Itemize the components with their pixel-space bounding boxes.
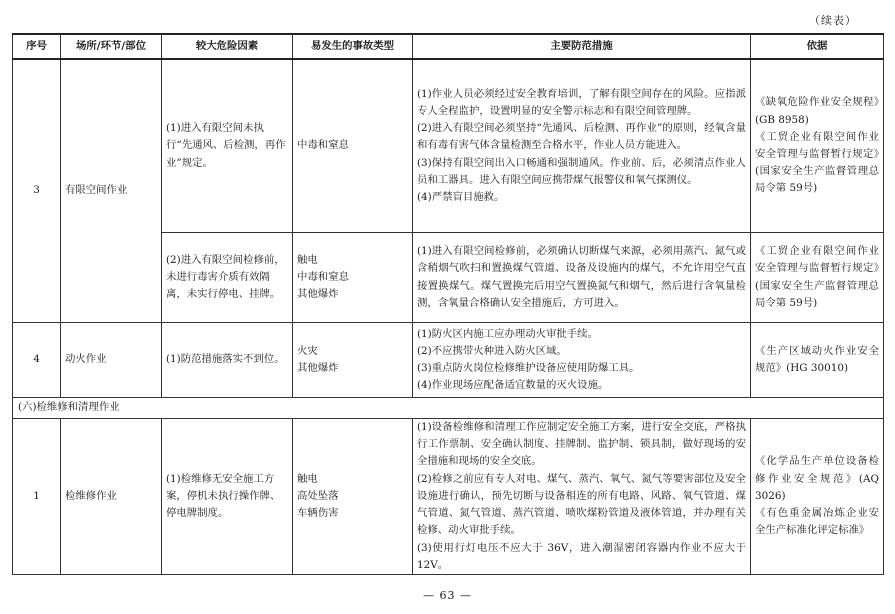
measure-item: (1)进入有限空间检修前，必须确认切断煤气来源，必须用蒸汽、氮气或含稍烟气吹扫和置换煤气管道、设备及设施内的煤气，不允许用空气直接置换煤气。煤气置换完后用空气置换氮气和烟气，然后进行含氧量检测，含氧量合格确认安全措施后，方可进入。 <box>417 245 746 309</box>
basis-item: 《化学品生产单位设备检修作业安全规范》(AQ 3026) <box>755 455 879 502</box>
table-header-row <box>13 34 884 59</box>
accident-types <box>293 59 413 233</box>
measure-item: (2)检修之前应有专人对电、煤气、蒸汽、氧气、氮气等要害部位及安全设施进行确认，预先切断与设备相连的所有电路、风路、氧气管道、煤气管道、氮气管道、蒸汽管道、喷吹煤粉管道及液体管道，并办理有关检修、动火审批手续。 <box>417 472 746 537</box>
measures-cell <box>413 323 751 398</box>
row-number: 4 <box>13 323 61 398</box>
measure-item: (1)防火区内施工应办理动火审批手续。 <box>417 327 598 340</box>
basis-item: 《生产区域动火作业安全规范》(HG 30010) <box>755 344 879 374</box>
accident-type: 车辆伤害 <box>297 507 339 520</box>
basis-item: 《缺氧危险作业安全规程》(GB 8958) <box>755 96 879 126</box>
measures-cell <box>413 419 751 575</box>
measure-item: (1)设备检维修和清理工作应制定安全施工方案，进行安全交底，严格执行工作票制、安全确认制度、挂牌制、监护制、锁具制，做好现场的安全措施和现场的安全交底。 <box>417 421 746 468</box>
measure-item: (2)不应携带火种进入防火区域。 <box>417 344 567 357</box>
hazard-table <box>12 33 884 575</box>
measure-item: (4)作业现场应配备适宜数量的灭火设施。 <box>417 379 609 392</box>
header-basis: 依据 <box>751 34 884 59</box>
accident-types <box>293 233 413 323</box>
header-measures: 主要防范措施 <box>413 34 751 59</box>
basis-cell <box>751 233 884 323</box>
measures-cell <box>413 59 751 233</box>
basis-cell <box>751 323 884 398</box>
row-number: 3 <box>13 59 61 323</box>
basis-cell <box>751 419 884 575</box>
accident-type: 中毒和窒息 <box>297 139 349 152</box>
basis-item: 《工贸企业有限空间作业安全管理与监督暂行规定》(国家安全生产监督管理总局令第 59号) <box>755 245 879 309</box>
accident-type: 其他爆炸 <box>297 362 339 374</box>
header-accident: 易发生的事故类型 <box>293 34 413 59</box>
page-number: — 63 — <box>423 589 472 602</box>
accident-type: 火灾 <box>297 344 318 357</box>
basis-cell <box>751 59 884 233</box>
risk-factor: (1)防范措施落实不到位。 <box>162 323 293 398</box>
row-place: 检维修作业 <box>61 419 162 575</box>
risk-factor: (1)检维修无安全施工方案，停机未执行操作牌、停电牌制度。 <box>162 419 293 575</box>
measure-item: (3)保持有限空间出入口畅通和强制通风。作业前、后，必须清点作业人员和工器具。进入有限空间应携带煤气报警仪和氧气探测仪。 <box>417 156 746 186</box>
header-place: 场所/环节/部位 <box>61 34 162 59</box>
measure-item: (3)使用行灯电压不应大于 36V，进入潮湿密闭容器内作业不应大于 12V。 <box>417 541 746 571</box>
row-place: 有限空间作业 <box>61 59 162 323</box>
row-place: 动火作业 <box>61 323 162 398</box>
accident-type: 高处坠落 <box>297 489 339 502</box>
header-num: 序号 <box>13 34 61 59</box>
continued-label: （续表） <box>809 14 857 27</box>
accident-types <box>293 419 413 575</box>
measure-item: (1)作业人员必须经过安全教育培训，了解有限空间存在的风险。应指派专人全程监护，设置明显的安全警示标志和有限空间管理牌。 <box>417 87 746 117</box>
measure-item: (4)严禁盲目施救。 <box>417 191 505 203</box>
section-title: (六)检维修和清理作业 <box>13 398 884 419</box>
basis-item: 《工贸企业有限空间作业安全管理与监督暂行规定》(国家安全生产监督管理总局令第 59号) <box>755 130 879 195</box>
accident-type: 触电 <box>297 253 318 266</box>
table-row <box>13 59 884 233</box>
accident-type: 触电 <box>297 472 318 485</box>
accident-type: 其他爆炸 <box>297 288 339 301</box>
measures-cell <box>413 233 751 323</box>
table-row <box>13 419 884 575</box>
accident-types <box>293 323 413 398</box>
row-number: 1 <box>13 419 61 575</box>
table-row <box>13 323 884 398</box>
measure-item: (2)进入有限空间必须坚持“先通风、后检测、再作业”的原则，经氧含量和有毒有害气体含量检测至合格水平，作业人员方能进入。 <box>417 122 746 152</box>
risk-factor: (2)进入有限空间检修前，未进行毒害介质有效隔离，未实行停电、挂牌。 <box>162 233 293 323</box>
section-row <box>13 398 884 419</box>
risk-factor: (1)进入有限空间未执行“先通风、后检测，再作业”规定。 <box>162 59 293 233</box>
header-factor: 较大危险因素 <box>162 34 293 59</box>
basis-item: 《有色重金属冶炼企业安全生产标准化评定标准》 <box>755 507 879 537</box>
accident-type: 中毒和窒息 <box>297 270 349 283</box>
measure-item: (3)重点防火岗位检修维护设备应使用防爆工具。 <box>417 362 640 374</box>
